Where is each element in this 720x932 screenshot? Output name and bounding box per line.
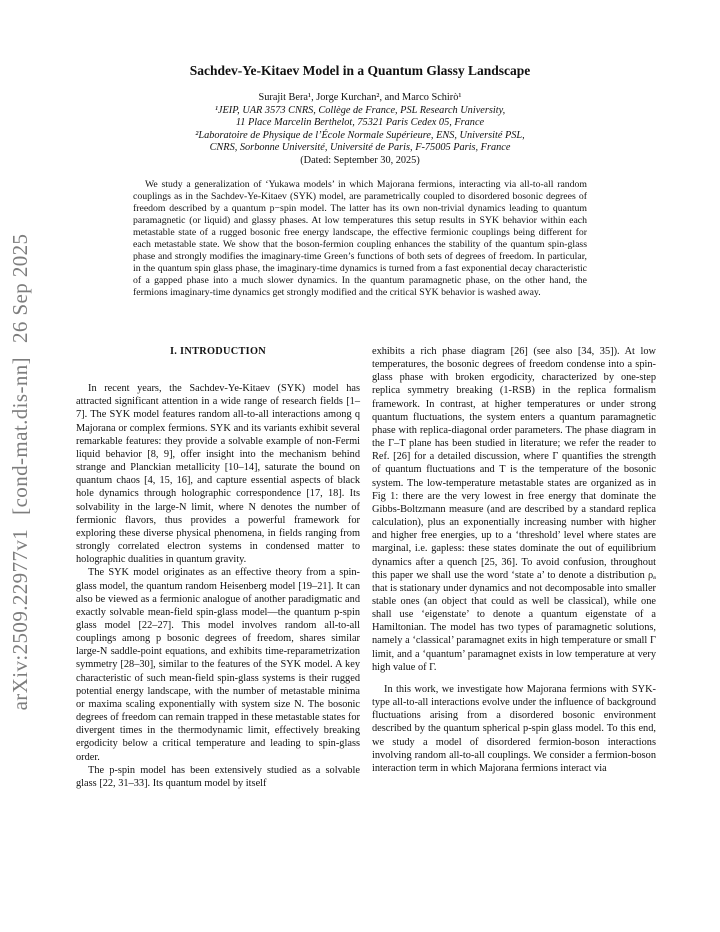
arxiv-id: arXiv:2509.22977v1: [7, 528, 32, 711]
author-list: Surajit Bera¹, Jorge Kurchan², and Marco Schirò¹: [258, 92, 462, 103]
affiliation-1-line-1: ¹JEIP, UAR 3573 CNRS, Collège de France, PSL Research University,: [214, 104, 506, 116]
intro-paragraph-3-continued: exhibits a rich phase diagram [26] (see also [34, 35]). At low temperatures, the bosonic degrees of freedom condense into a spin-glass phase with broken ergodicity, characterized by one-step replica symmetry breaking (1-RSB) in the replica formalism framework. In contrast, at higher temperatures or under strong quantum fluctuations, the system enters a quantum paramagnetic phase with replica-diagonal order parameters. The phase diagram in the Γ–T plane has been studied in literature; we refer the reader to Ref. [26] for a detailed discussion, where Γ quantifies the strength of quantum fluctuations and T is the temperature of the bosonic system. The low-temperature metastable states are organized as in Fig 1: there are the very lowest in free energy that dominate the Gibbs-Boltzmann measure (and are described by a standard replica calculation), plus an exponentially increasing number with higher and higher free energies, up to a ‘threshold’ level where states are marginal, i.e. gapless: these states dominate the out of equilibrium dynamics after a quench [25, 36]. To avoid confusion, throughout this paper we shall use the word ‘state a’ to denote a distribution ρₐ that is stationary under dynamics and not decomposable into smaller stable ones (an object that could as well be classical), while one shall use ‘eigenstate’ to denote a quantum eigenstate of a Hamiltonian. The model has two types of paramagnetic solutions, namely a ‘classical’ paramagnet exits in high temperature or small Γ limit, and a ‘quantum’ paramagnet exists in low temperature at very high value of Γ.: [372, 346, 656, 673]
arxiv-category: [cond-mat.dis-nn]: [7, 356, 32, 515]
section-heading-introduction: I. INTRODUCTION: [169, 346, 267, 357]
affiliation-1-line-2: 11 Place Marcelin Berthelot, 75321 Paris Cedex 05, France: [235, 117, 485, 129]
intro-paragraph-1: In recent years, the Sachdev-Ye-Kitaev (SYK) model has attracted significant attention in a wide range of research fields [1–7]. The SYK model features random all-to-all interactions among q Majorana or complex fermions. SYK and its variants exhibit several remarkable features: they provide a solvable example of non-Fermi liquid behavior [8, 9], offer insight into the mechanism behind strange and Planckian metallicity [10–14], saturate the bound on quantum chaos [4, 15, 16], and capture essential aspects of black hole dynamics through holographic correspondence [17, 18]. Its solvability in the large-N limit, where N denotes the number of fermionic flavors, thus provides a powerful framework for exploring these diverse physical phenomena, in fields ranging from strongly correlated electron systems in condensed matter to holographic dualities in quantum gravity.: [76, 383, 360, 566]
affiliation-2-line-1: ²Laboratoire de Physique de l’École Normale Supérieure, ENS, Université PSL,: [195, 129, 525, 141]
author-block: [0, 92, 720, 168]
intro-paragraph-4: In this work, we investigate how Majorana fermions with SYK-type all-to-all interactions evolve under the influence of background fluctuations arising from a disordered bosonic environment described by the quantum spherical p-spin glass model. To this end, we study a model of disordered fermion-boson interactions involving random all-to-all couplings. We consider a fermion-boson interaction term in which Majorana fermions interact via: [372, 683, 656, 774]
dated-line: (Dated: September 30, 2025): [300, 154, 420, 166]
arxiv-sidebar-stamp: [3, 233, 37, 711]
paper-title: Sachdev-Ye-Kitaev Model in a Quantum Glassy Landscape: [189, 63, 531, 78]
left-column: [76, 345, 360, 790]
intro-paragraph-2: The SYK model originates as an effective theory from a spin-glass model, the quantum random Heisenberg model [19–21]. It can also be viewed as a fermionic analogue of another paradigmatic and exactly solvable mean-field spin-glass model—the quantum p-spin glass model [22–27]. This model involves random all-to-all couplings among p bosonic degrees of freedom, shares similar large-N saddle-point equations, and exhibits time-reparametrization symmetry [28–30], similar to the features of the SYK model. A key characteristic of such mean-field spin-glass systems is their rugged potential energy landscape, with the number of metastable minima or maxima scaling exponentially with system size N. The bosonic degrees of freedom can remain trapped in these metastable states for divergent times in the thermodynamic limit, effectively breaking ergodicity below a critical temperature and leading to spin-glass order.: [76, 567, 360, 763]
affiliation-2-line-2: CNRS, Sorbonne Université, Université de Paris, F-75005 Paris, France: [209, 142, 511, 154]
intro-paragraph-3: The p-spin model has been extensively studied as a solvable glass [22, 31–33]. Its quantum model by itself: [76, 764, 360, 789]
right-column: [372, 345, 656, 775]
arxiv-date: 26 Sep 2025: [7, 233, 32, 343]
abstract: We study a generalization of ‘Yukawa models’ in which Majorana fermions, interacting via all-to-all random couplings as in the Sachdev-Ye-Kitaev (SYK) model, are parametrically coupled to disordered bosonic degrees of freedom described by a quantum p−spin model. The latter has its own non-trivial dynamics leading to quantum paramagnetic (or liquid) and glassy phases. At low temperatures this setup results in SYK behavior within each metastable state of a rugged bosonic free energy landscape, the effective fermionic couplings being different for each metastable state. We show that the boson-fermion coupling enhances the stability of the quantum spin-glass phase and strongly modifies the imaginary-time Green’s functions of both sets of degrees of freedom. In particular, in the quantum spin glass phase, the imaginary-time dynamics is turned from a fast exponential decay characteristic of a gapped phase into a much slower dynamics. In the quantum paramagnetic phase, on the other hand, the fermions imaginary-time dynamics get strongly modified and the critical SYK behavior is washed away.: [133, 179, 587, 298]
